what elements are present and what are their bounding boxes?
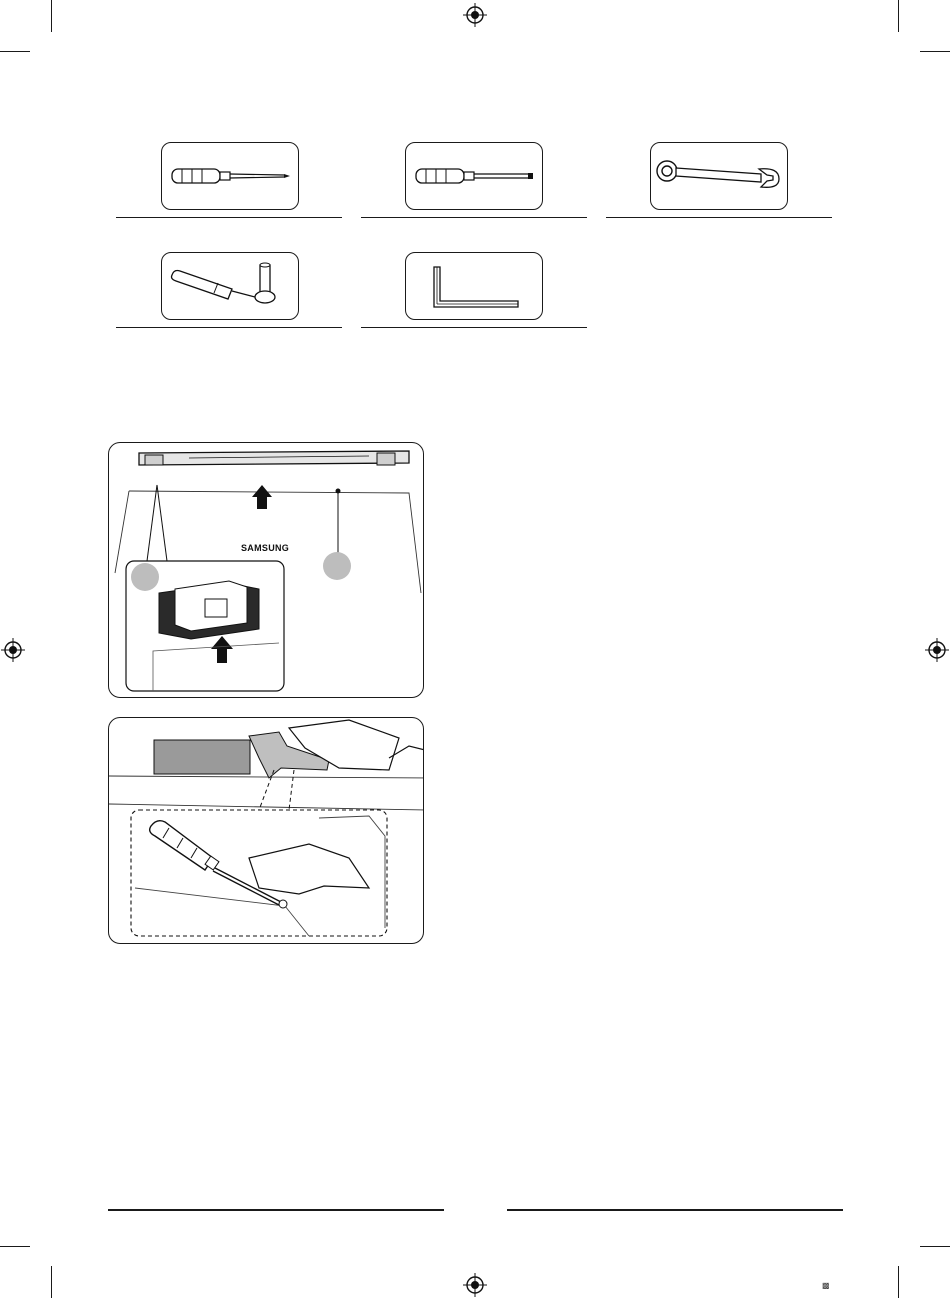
page-number: ▩	[822, 1281, 830, 1290]
tool-card-flat-screwdriver	[405, 142, 543, 210]
crop-mark-bottom-left-v	[51, 1266, 52, 1298]
flat-screwdriver-icon	[406, 143, 542, 209]
socket-wrench-icon	[162, 253, 298, 319]
registration-mark-icon	[924, 637, 950, 663]
registration-mark-icon	[462, 1272, 488, 1298]
figure-cover-removal	[108, 442, 424, 698]
tool-label-rule	[361, 217, 587, 218]
tool-label-rule	[116, 217, 342, 218]
hex-key-icon	[406, 253, 542, 319]
registration-mark-icon	[462, 2, 488, 28]
figure-screwdriver-release	[108, 717, 424, 944]
callout-marker	[323, 552, 351, 580]
tool-card-socket-wrench	[161, 252, 299, 320]
registration-mark-icon	[0, 637, 26, 663]
callout-marker	[131, 563, 159, 591]
crop-mark-top-left-v	[51, 0, 52, 32]
screwdriver-release-illustration	[109, 718, 424, 944]
crop-mark-bottom-right-h	[920, 1246, 950, 1247]
crop-mark-top-right-v	[898, 0, 899, 32]
footer-rule-right	[507, 1209, 843, 1211]
tool-card-phillips-screwdriver	[161, 142, 299, 210]
tool-label-rule	[361, 327, 587, 328]
crop-mark-bottom-left-h	[0, 1246, 30, 1247]
combination-wrench-icon	[651, 143, 787, 209]
phillips-screwdriver-icon	[162, 143, 298, 209]
tool-card-wrench	[650, 142, 788, 210]
crop-mark-bottom-right-v	[898, 1266, 899, 1298]
tool-label-rule	[116, 327, 342, 328]
brand-label: SAMSUNG	[241, 543, 290, 553]
crop-mark-top-right-h	[920, 51, 950, 52]
footer-rule-left	[108, 1209, 444, 1211]
crop-mark-top-left-h	[0, 51, 30, 52]
tool-card-hex-key	[405, 252, 543, 320]
tool-label-rule	[606, 217, 832, 218]
